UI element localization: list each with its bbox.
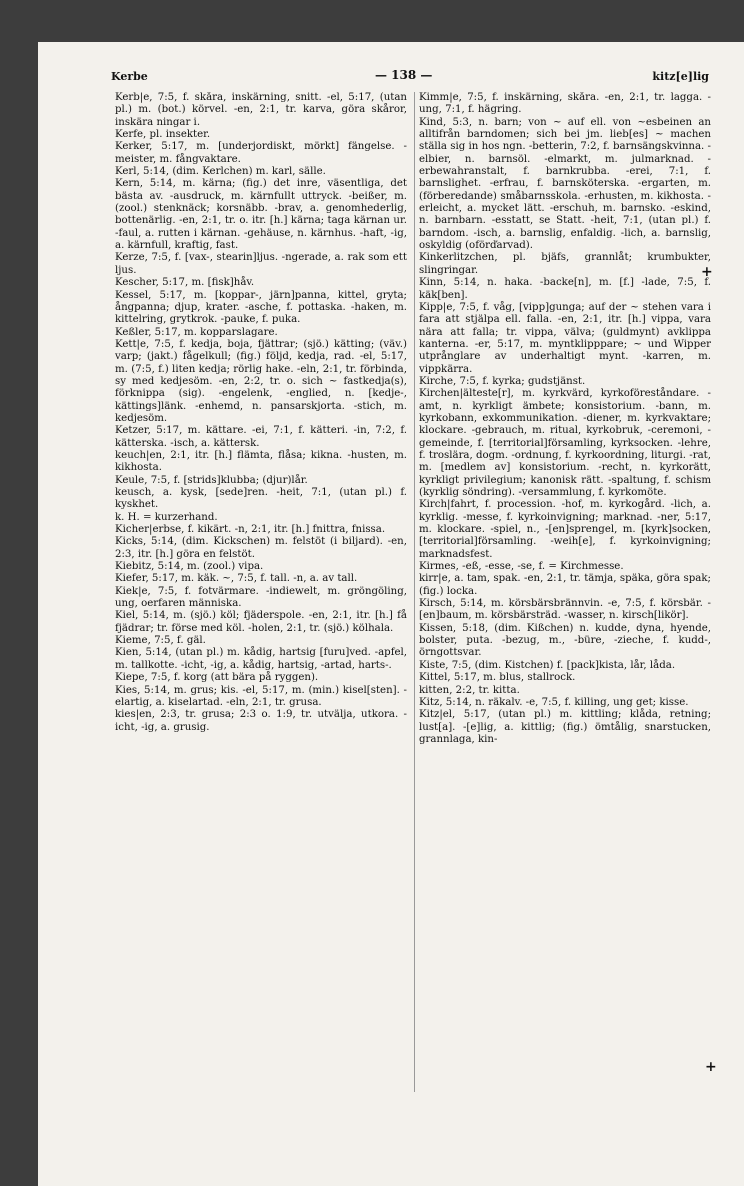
entry: Kies, 5:14, m. grus; kis. -el, 5:17, m. (min.) kisel[sten]. -elartig, a. kiselartad. -eln, 2:1, tr. grusa. xyxy=(115,684,407,708)
entry: kies|en, 2:3, tr. grusa; 2:3 o. 1:9, tr. utvälja, utkora. -icht, -ig, a. grusig. xyxy=(115,709,407,733)
page-header xyxy=(111,68,709,86)
entry: Kiste, 7:5, (dim. Kistchen) f. [pack]kista, lår, låda. xyxy=(419,659,676,671)
column-divider xyxy=(414,92,415,1092)
entry: keuch|en, 2:1, itr. [h.] flämta, flåsa; kikna. -husten, m. kikhosta. xyxy=(115,449,407,474)
entry: Kimm|e, 7:5, f. inskärning, skåra. -en, 2:1, tr. lagga. -ung, 7:1, f. hägring. xyxy=(419,92,711,116)
entry: Ketzer, 5:17, m. kättare. -ei, 7:1, f. kätteri. -in, 7:2, f. kätterska. -isch, a. kättersk. xyxy=(115,425,407,449)
entry: Kissen, 5:18, (dim. Kißchen) n. kudde, dyna, hyende, bolster, puta. -bezug, m., -büre, -zieche, f. kudd-, örngottsvar. xyxy=(419,622,711,659)
left-column xyxy=(115,92,407,1102)
entry: Kinn, 5:14, n. haka. -backe[n], m. [f.] -lade, 7:5, f. käk[ben]. xyxy=(419,277,711,301)
entry: kirr|e, a. tam, spak. -en, 2:1, tr. tämja, späka, göra spak; (fig.) locka. xyxy=(419,573,711,597)
entry: Kiel, 5:14, m. (sjö.) köl; fjäderspole. -en, 2:1, itr. [h.] få fjädrar; tr. förse med köl. -holen, 2:1, tr. (sjö.) kölhala. xyxy=(115,610,407,634)
entry: Kiek|e, 7:5, f. fotvärmare. -indiewelt, m. gröngöling, ung, oerfaren människa. xyxy=(115,585,407,610)
entry: Kirchen|älteste[r], m. kyrkvärd, kyrkoföreståndare. -amt, n. kyrkligt ämbete; konsistorium. -bann, m. kyrkobann, exkommunikation. -diener, m. kyrkvaktare; klockare. -gebrauch, m. ritual, kyrkobruk, -ceremoni, -gemeinde, f. [territorial]församling, kyrksocken. -lehre, f. troslära, dogm. -ordnung, f. kyrkoordning, liturgi. -rat, m. [medlem av] konsistorium. -recht, n. kyrkorätt, kyrkligt privilegium; kanonisk rätt. -spaltung, f. schism (kyrklig söndring). -versammlung, f. kyrkomöte. xyxy=(419,388,711,498)
entry: Kiefer, 5:17, m. käk. ~, 7:5, f. tall. -n, a. av tall. xyxy=(115,573,358,585)
entry: Keule, 7:5, f. [strids]klubba; (djur)lår. xyxy=(115,474,308,486)
entry: Kirche, 7:5, f. kyrka; gudstjänst. xyxy=(419,375,586,387)
entry: Kirch|fahrt, f. procession. -hof, m. kyrkogård. -lich, a. kyrklig. -messe, f. kyrkoinvigning; marknad. -ner, 5:17, m. klockare. -spiel, n., -[en]sprengel, m. [kyrk]socken, [territorial]församling. -weih[e], f. kyrkoinvigning; marknadsfest. xyxy=(419,499,711,560)
entry: Kittel, 5:17, m. blus, stallrock. xyxy=(419,672,576,684)
entry: kitten, 2:2, tr. kitta. xyxy=(419,684,520,696)
entry: Kinkerlitzchen, pl. bjäfs, grannlåt; krumbukter, slingringar. xyxy=(419,252,711,276)
right-column xyxy=(419,92,711,1102)
entry: Kerker, 5:17, m. [underjordiskt, mörkt] fängelse. -meister, m. fångvaktare. xyxy=(115,141,407,165)
header-last-word: kitz[e]lig xyxy=(652,70,709,83)
entry: Kicks, 5:14, (dim. Kickschen) m. felstöt (i biljard). -en, 2:3, itr. [h.] göra en felstöt. xyxy=(115,536,407,560)
entry: Kerze, 7:5, f. [vax-, stearin]ljus. -ngerade, a. rak som ett ljus. xyxy=(115,252,407,276)
entry: Kirsch, 5:14, m. körsbärsbrännvin. -e, 7:5, f. körsbär. -[en]baum, m. körsbärsträd. -wasser, n. kirsch[likör]. xyxy=(419,598,711,622)
entry: Kerb|e, 7:5, f. skåra, inskärning, snitt. -el, 5:17, (utan pl.) m. (bot.) körvel. -en, 2:1, tr. karva, göra skåror, inskära ningar i. xyxy=(115,92,407,128)
entry: Kiepe, 7:5, f. korg (att bära på ryggen). xyxy=(115,672,319,684)
dictionary-page xyxy=(38,42,744,1186)
entry: Kitz, 5:14, n. räkalv. -e, 7:5, f. killing, ung get; kisse. xyxy=(419,696,689,708)
entry: Kirmes, -eß, -esse, -se, f. = Kirchmesse. xyxy=(419,561,624,573)
entry: Kerl, 5:14, (dim. Kerlchen) m. karl, sälle. xyxy=(115,166,326,178)
page-number: — 138 — xyxy=(375,68,433,82)
entry: Kescher, 5:17, m. [fisk]håv. xyxy=(115,277,255,289)
entry: Kerfe, pl. insekter. xyxy=(115,129,211,141)
entry: keusch, a. kysk, [sede]ren. -heit, 7:1, (utan pl.) f. kyskhet. xyxy=(115,487,407,511)
entry: Kiebitz, 5:14, m. (zool.) vipa. xyxy=(115,561,264,573)
entry: Kien, 5:14, (utan pl.) m. kådig, hartsig [furu]ved. -apfel, m. tallkotte. -icht, -ig, a. kådig, hartsig, -artad, harts-. xyxy=(115,647,407,671)
entry: Kipp|e, 7:5, f. våg, [vipp]gunga; auf der ~ stehen vara i fara att stjälpa ell. falla. -en, 2:1, itr. [h.] vippa, vara nära att falla; tr. vippa, välva; (guldmynt) avklippa kanterna. -er, 5:17, m. myntklipppare; ~ und Wipper utprånglare av underhaltigt mynt. -karren, m. vippkärra. xyxy=(419,301,711,375)
entry: Kern, 5:14, m. kärna; (fig.) det inre, väsentliga, det bästa av. -ausdruck, m. kärnfullt uttryck. -beißer, m. (zool.) stenknäck; korsnäbb. -brav, a. genomhederlig, bottenärlig. -en, 2:1, tr. o. itr. [h.] kärna; taga kärnan ur. -faul, a. rutten i kärnan. -gehäuse, n. kärnhus. -haft, -ig, a. kärnfull, kraftig, fast. xyxy=(115,178,407,252)
entry: Kitz|el, 5:17, (utan pl.) m. kittling; klåda, retning; lust[a]. -[e]lig, a. kittlig; (fig.) ömtålig, snarstucken, grannlaga, kin- xyxy=(419,709,711,745)
entry: Kind, 5:3, n. barn; von ~ auf ell. von ~esbeinen an alltifrån barndomen; sich bei jm. lieb[es] ~ machen ställa sig in hos ngn. -betterin, 7:2, f. barnsängskvinna. -elbier, n. barnsöl. -elmarkt, m. julmarknad. -erbewahranstalt, f. barnkrubba. -erei, 7:1, f. barnslighet. -erfrau, f. barnsköterska. -ergarten, m. (förberedande) småbarnsskola. -erhusten, m. kikhosta. -erleicht, a. mycket lätt. -erschuh, m. barnsko. -eskind, n. barnbarn. -esstatt, se Statt. -heit, 7:1, (utan pl.) f. barndom. -isch, a. barnslig, enfaldig. -lich, a. barnslig, oskyldig (oförďarvad). xyxy=(419,116,711,252)
entry: Kessel, 5:17, m. [koppar-, järn]panna, kittel, gryta; ångpanna; djup, krater. -asche, f. pottaska. -haken, m. kittelring, grytkrok. -pauke, f. puka. xyxy=(115,289,407,326)
header-first-word: Kerbe xyxy=(111,70,148,83)
entry: k. H. = kurzerhand. xyxy=(115,511,218,523)
margin-plus-mark: + xyxy=(701,264,713,280)
entry: Kicher|erbse, f. kikärt. -n, 2:1, itr. [h.] fnittra, fnissa. xyxy=(115,524,386,536)
entry: Keßler, 5:17, m. kopparslagare. xyxy=(115,326,278,338)
entry: Kett|e, 7:5, f. kedja, boja, fjättrar; (sjö.) kätting; (väv.) varp; (jakt.) fågelkull; (fig.) följd, kedja, rad. -el, 5:17, m. (7:5, f.) liten kedja; rörlig hake. -eln, 2:1, tr. förbinda, sy med kedjesöm. -en, 2:2, tr. o. sich ~ fastkedja(s), förknippa (sig). -engelenk, -englied, n. [kedje-, kättings]länk. -enhemd, n. pansarskjorta. -stich, m. kedjesöm. xyxy=(115,338,407,424)
entry: Kieme, 7:5, f. gäl. xyxy=(115,635,206,647)
margin-plus-mark: + xyxy=(705,1059,717,1075)
